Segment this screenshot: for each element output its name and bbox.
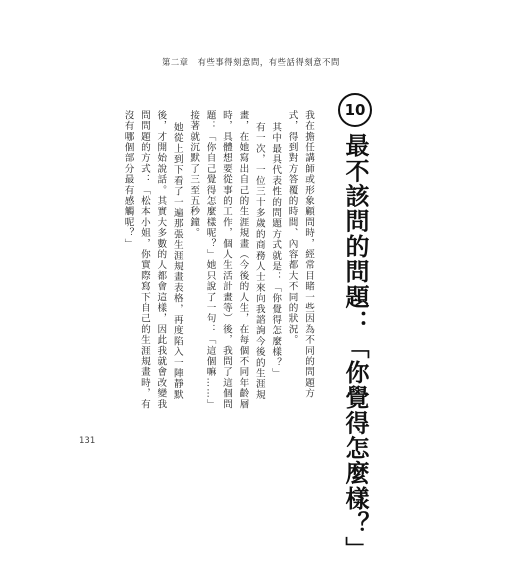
paragraph: 其中最具代表性的問題方式就是：「你覺得怎麼樣？」 xyxy=(270,121,282,379)
paragraph: 有一次，一位三十多歲的商務人士來向我諮詢今後的生涯規畫，在她寫出自己的生涯規畫（今後的人生，在每個不同年齡層時，具體想要從事的工作，個人生活計畫等）後，我問了這個問題：「你自己覺得怎麼樣呢？」她只說了一句：「這個嘛……」接著就沉默了三至五秒鐘。 xyxy=(188,110,265,410)
chapter-number-badge: 10 xyxy=(338,93,372,127)
page-number: 131 xyxy=(79,436,96,446)
paragraph: 我在擔任講師或形象顧問時，經常目睹一些因為不同的問題方式，得到對方答覆的時間、內容都大不同的狀況。 xyxy=(286,110,314,399)
body-text xyxy=(119,110,316,410)
chapter-heading xyxy=(326,93,384,561)
running-header: 第二章 有些事得刻意問，有些話得刻意不問 xyxy=(162,57,340,67)
paragraph: 她從上到下看了一遍那張生涯規畫表格，再度陷入一陣靜默後，才開始說話。其實大多數的人都會這樣，因此我就會改變我問問題的方式：「松本小姐，你實際寫下自己的生涯規畫時，有沒有哪個部分最有感觸呢？」 xyxy=(122,110,183,410)
chapter-title: 最不該問的問題：「你覺得怎麼樣？」 xyxy=(341,133,369,561)
